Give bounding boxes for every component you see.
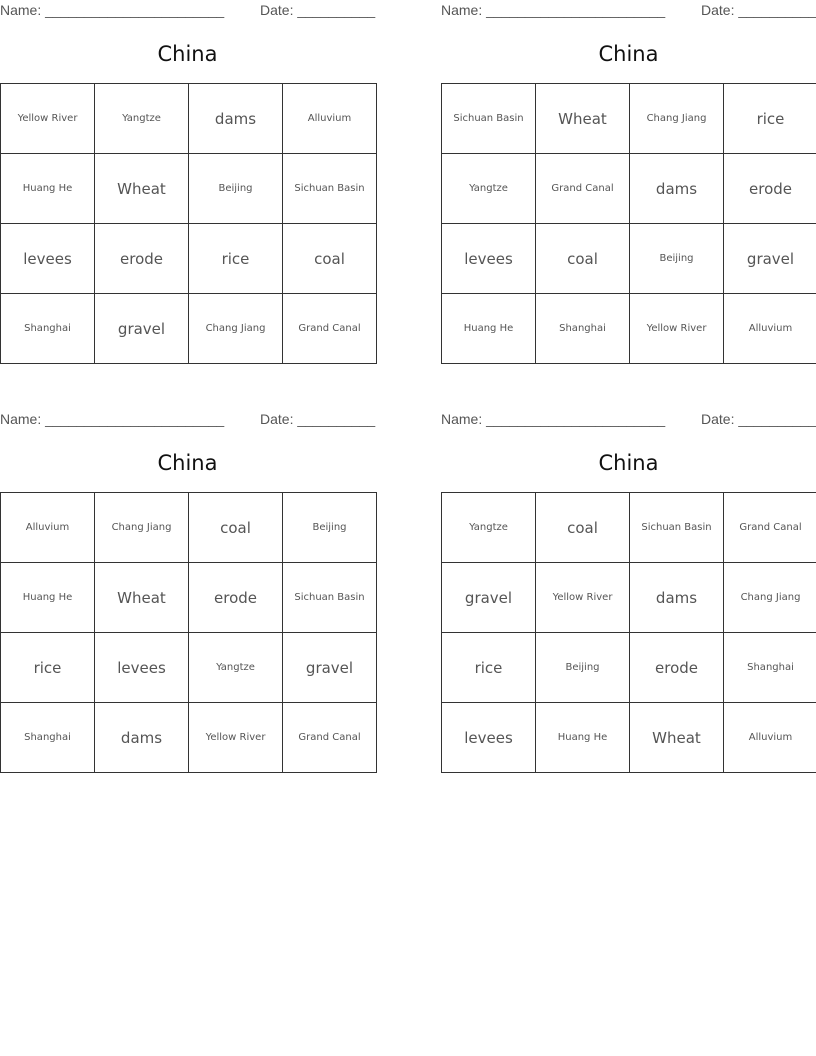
grid-cell: Beijing bbox=[283, 493, 377, 563]
grid-cell: Sichuan Basin bbox=[442, 84, 536, 154]
grid-cell: Huang He bbox=[536, 703, 630, 773]
grid-row bbox=[442, 703, 816, 773]
grid-cell: dams bbox=[630, 154, 724, 224]
grid-cell: Grand Canal bbox=[536, 154, 630, 224]
grid-cell: Yellow River bbox=[189, 703, 283, 773]
grid-cell: levees bbox=[1, 224, 95, 294]
grid-cell: Shanghai bbox=[1, 703, 95, 773]
grid-cell: Chang Jiang bbox=[189, 294, 283, 364]
grid-cell: Wheat bbox=[536, 84, 630, 154]
grid-row bbox=[442, 294, 816, 364]
bingo-grid bbox=[441, 83, 816, 364]
name-date-line bbox=[441, 409, 816, 429]
grid-row bbox=[442, 633, 816, 703]
grid-cell: Yellow River bbox=[630, 294, 724, 364]
grid-cell: Shanghai bbox=[724, 633, 816, 703]
grid-row bbox=[442, 224, 816, 294]
grid-cell: Sichuan Basin bbox=[630, 493, 724, 563]
grid-row bbox=[1, 633, 377, 703]
grid-cell: Alluvium bbox=[724, 294, 816, 364]
grid-cell: dams bbox=[630, 563, 724, 633]
grid-cell: rice bbox=[1, 633, 95, 703]
bingo-card-4 bbox=[441, 409, 816, 747]
grid-cell: Sichuan Basin bbox=[283, 563, 377, 633]
grid-cell: levees bbox=[442, 703, 536, 773]
grid-cell: erode bbox=[95, 224, 189, 294]
grid-cell: Wheat bbox=[95, 154, 189, 224]
grid-cell: Alluvium bbox=[724, 703, 816, 773]
grid-cell: Huang He bbox=[1, 563, 95, 633]
grid-cell: Wheat bbox=[95, 563, 189, 633]
grid-cell: Shanghai bbox=[536, 294, 630, 364]
grid-cell: Yangtze bbox=[189, 633, 283, 703]
name-label: Name: _______________________ bbox=[0, 411, 225, 427]
grid-cell: gravel bbox=[442, 563, 536, 633]
grid-row bbox=[442, 563, 816, 633]
grid-cell: levees bbox=[95, 633, 189, 703]
card-title: China bbox=[157, 42, 218, 66]
grid-cell: Chang Jiang bbox=[95, 493, 189, 563]
grid-cell: Chang Jiang bbox=[724, 563, 816, 633]
card-title: China bbox=[598, 451, 659, 475]
grid-cell: Chang Jiang bbox=[630, 84, 724, 154]
grid-cell: Alluvium bbox=[283, 84, 377, 154]
name-label: Name: _______________________ bbox=[0, 2, 225, 18]
grid-cell: Huang He bbox=[442, 294, 536, 364]
grid-cell: dams bbox=[95, 703, 189, 773]
grid-cell: Yellow River bbox=[1, 84, 95, 154]
grid-cell: Beijing bbox=[630, 224, 724, 294]
grid-cell: Grand Canal bbox=[724, 493, 816, 563]
bingo-card-3 bbox=[0, 409, 376, 747]
grid-cell: coal bbox=[536, 493, 630, 563]
grid-cell: erode bbox=[189, 563, 283, 633]
grid-cell: erode bbox=[630, 633, 724, 703]
grid-cell: Wheat bbox=[630, 703, 724, 773]
bingo-grid bbox=[0, 492, 377, 773]
grid-row bbox=[1, 224, 377, 294]
grid-cell: Grand Canal bbox=[283, 294, 377, 364]
date-label: Date: __________ bbox=[260, 411, 376, 427]
grid-cell: Huang He bbox=[1, 154, 95, 224]
bingo-grid bbox=[441, 492, 816, 773]
grid-cell: Shanghai bbox=[1, 294, 95, 364]
grid-cell: coal bbox=[189, 493, 283, 563]
grid-cell: gravel bbox=[283, 633, 377, 703]
grid-row bbox=[1, 703, 377, 773]
grid-cell: Beijing bbox=[189, 154, 283, 224]
grid-row bbox=[1, 563, 377, 633]
date-label: Date: __________ bbox=[701, 2, 816, 18]
name-date-line bbox=[441, 0, 816, 20]
grid-row bbox=[1, 493, 377, 563]
bingo-card-1 bbox=[0, 0, 376, 338]
name-date-line bbox=[0, 409, 375, 429]
grid-cell: Yangtze bbox=[442, 154, 536, 224]
card-title: China bbox=[157, 451, 218, 475]
bingo-grid bbox=[0, 83, 377, 364]
grid-cell: Yellow River bbox=[536, 563, 630, 633]
name-date-line bbox=[0, 0, 375, 20]
date-label: Date: __________ bbox=[701, 411, 816, 427]
grid-row bbox=[1, 84, 377, 154]
grid-cell: erode bbox=[724, 154, 816, 224]
grid-cell: rice bbox=[189, 224, 283, 294]
grid-cell: Beijing bbox=[536, 633, 630, 703]
date-label: Date: __________ bbox=[260, 2, 376, 18]
grid-row bbox=[442, 154, 816, 224]
grid-cell: Sichuan Basin bbox=[283, 154, 377, 224]
grid-row bbox=[1, 154, 377, 224]
grid-cell: rice bbox=[442, 633, 536, 703]
grid-row bbox=[442, 493, 816, 563]
name-label: Name: _______________________ bbox=[441, 2, 666, 18]
grid-cell: gravel bbox=[724, 224, 816, 294]
grid-cell: Grand Canal bbox=[283, 703, 377, 773]
grid-cell: Alluvium bbox=[1, 493, 95, 563]
grid-cell: coal bbox=[283, 224, 377, 294]
grid-cell: Yangtze bbox=[95, 84, 189, 154]
grid-cell: gravel bbox=[95, 294, 189, 364]
name-label: Name: _______________________ bbox=[441, 411, 666, 427]
grid-cell: rice bbox=[724, 84, 816, 154]
grid-cell: coal bbox=[536, 224, 630, 294]
grid-cell: dams bbox=[189, 84, 283, 154]
grid-row bbox=[442, 84, 816, 154]
bingo-card-2 bbox=[441, 0, 816, 334]
grid-cell: Yangtze bbox=[442, 493, 536, 563]
grid-row bbox=[1, 294, 377, 364]
card-title: China bbox=[598, 42, 659, 66]
grid-cell: levees bbox=[442, 224, 536, 294]
